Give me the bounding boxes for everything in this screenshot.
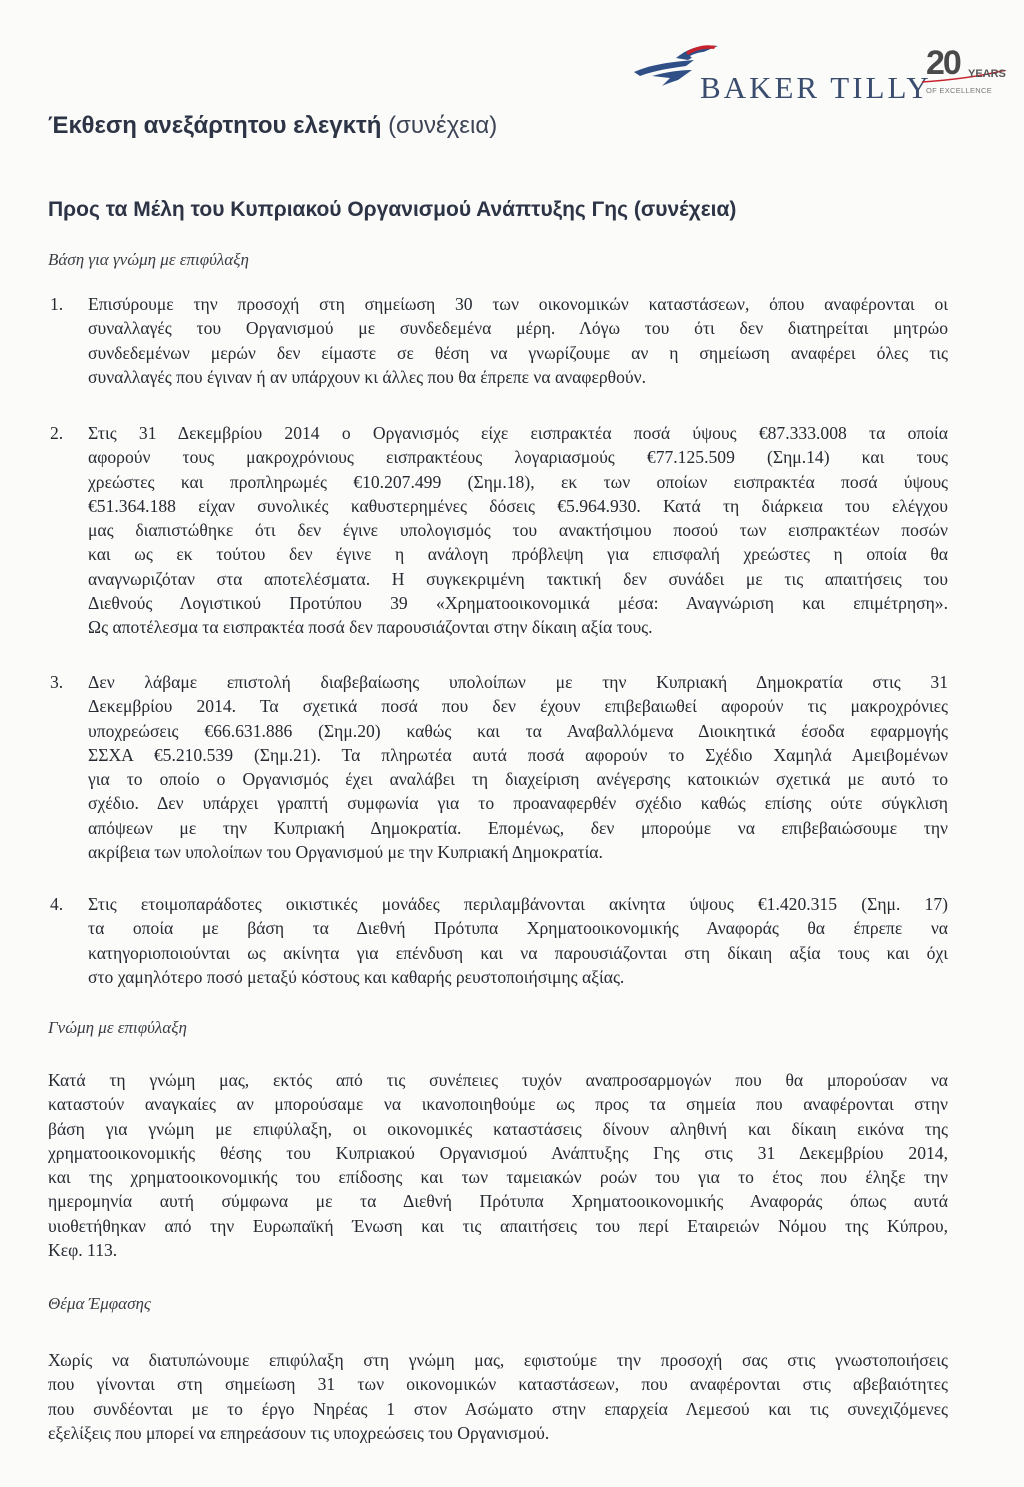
basis-item-4 xyxy=(88,892,948,989)
text-line: υιοθετήθηκαν από την Ευρωπαϊκή Ένωση και τις απαιτήσεις του περί Εταιρειών Νόμου της Κύπρου, xyxy=(48,1215,948,1236)
text-line: Επισύρουμε την προσοχή στη σημείωση 30 των οικονομικών καταστάσεων, όπου αναφέρονται οι xyxy=(88,294,948,314)
item-1-number: 1. xyxy=(50,294,64,314)
text-line: εξελίξεις που μπορεί να επηρεάσουν τις υποχρεώσεις του Οργανισμού. xyxy=(48,1422,550,1443)
basis-item-1 xyxy=(88,292,948,389)
text-line: χρηματοοικονομικής θέσης του Κυπριακού Οργανισμού Ανάπτυξης Γης στις 31 Δεκεμβρίου 2014, xyxy=(48,1142,948,1163)
text-line: Δεν λάβαμε επιστολή διαβεβαίωσης υπολοίπων με την Κυπριακή Δημοκρατία στις 31 xyxy=(88,672,948,692)
text-line: βάση για γνώμη με επιφύλαξη, οι οικονομικές καταστάσεις δίνουν αληθινή και δίκαιη εικόνα της xyxy=(48,1118,948,1139)
title-bold: Έκθεση ανεξάρτητου ελεγκτή xyxy=(48,112,382,139)
text-line: Στις 31 Δεκεμβρίου 2014 ο Οργανισμός είχε εισπρακτέα ποσά ύψους €87.333.008 τα οποία xyxy=(88,423,948,443)
text-line: συνδεδεμένων μερών δεν είμαστε σε θέση να γνωρίζουμε αν η σημείωση αναφέρει όλες τις xyxy=(88,342,948,363)
text-line: Διεθνούς Λογιστικού Προτύπου 39 «Χρηματοοικονομικά μέσα: Αναγνώριση και επιμέτρηση». xyxy=(88,593,948,614)
text-line: ημερομηνία αυτή σύμφωνα με τα Διεθνή Πρότυπα Χρηματοοικονομικής Αναφοράς όπως αυτά xyxy=(48,1191,948,1212)
text-line: αναγνωριζόταν στα αποτελέσματα. Η συγκεκριμένη τακτική δεν συνάδει με τις απαιτήσεις του xyxy=(88,568,948,589)
text-line: συναλλαγές που έγιναν ή αν υπάρχουν κι άλλες που θα έπρεπε να αναφερθούν. xyxy=(88,366,646,387)
text-line: και ως εκ τούτου δεν έγινε η ανάλογη πρόβλεψη για επισφαλή χρεώστες η οποία θα xyxy=(88,544,948,565)
text-line: χρεώστες και προπληρωμές €10.207.499 (Σημ.18), εκ των οποίων εισπρακτέα ποσά ύψους xyxy=(88,471,948,492)
item-3-number: 3. xyxy=(50,672,64,692)
basis-item-3 xyxy=(88,670,948,864)
badge-number: 20 xyxy=(926,44,960,82)
basis-heading: Βάση για γνώμη με επιφύλαξη xyxy=(48,250,249,269)
text-line: απόψεων με την Κυπριακή Δημοκρατία. Επομένως, δεν μπορούμε να επιβεβαιώσουμε την xyxy=(88,817,948,838)
text-line: που συνδέονται με το έργο Νηρέας 1 στον Ασώματο στην επαρχεία Λεμεσού και τις συνεχιζόμενες xyxy=(48,1398,948,1419)
title-continued: (συνέχεια) xyxy=(388,112,498,139)
text-line: που γίνονται στη σημείωση 31 των οικονομικών καταστάσεων, που αναφέρονται στις αβεβαιότητες xyxy=(48,1374,948,1395)
item-2-number: 2. xyxy=(50,423,64,443)
text-line: σχέδιο. Δεν υπάρχει γραπτή συμφωνία για το προαναφερθέν σχέδιο καθώς επίσης ούτε σύγκλιση xyxy=(88,793,948,814)
badge-tagline: OF EXCELLENCE xyxy=(926,86,993,95)
text-line: στο χαμηλότερο ποσό μεταξύ κόστους και καθαρής ρευστοποιήσιμης αξίας. xyxy=(88,966,625,987)
anniversary-badge xyxy=(922,44,1012,100)
opinion-paragraph xyxy=(48,1068,948,1262)
emphasis-paragraph xyxy=(48,1348,948,1445)
page-subtitle: Προς τα Μέλη του Κυπριακού Οργανισμού Ανάπτυξης Γης (συνέχεια) xyxy=(48,198,737,221)
text-line: τα οποία με βάση τα Διεθνή Πρότυπα Χρηματοοικονομικής Αναφοράς θα έπρεπε να xyxy=(88,918,948,939)
emphasis-heading: Θέμα Έμφασης xyxy=(48,1294,151,1313)
text-line: υποχρεώσεις €66.631.886 (Σημ.20) καθώς και τα Αναβαλλόμενα Διοικητικά έσοδα εφαρμογής xyxy=(88,720,948,741)
text-line: και της χρηματοοικονομικής του επίδοσης και των ταμειακών ροών του για το έτος που έληξε την xyxy=(48,1167,948,1188)
text-line: αφορούν τους μακροχρόνιους εισπρακτέους λογαριασμούς €77.125.509 (Σημ.14) και τους xyxy=(88,447,948,468)
text-line: Στις ετοιμοπαράδοτες οικιστικές μονάδες περιλαμβάνονται ακίνητα ύψους €1.420.315 (Σημ. 17) xyxy=(88,894,948,914)
text-line: μας διαπιστώθηκε ότι δεν έγινε υπολογισμός του ανακτήσιμου ποσού των εισπρακτέων ποσών xyxy=(88,520,948,541)
text-line: συναλλαγές του Οργανισμού με συνδεδεμένα μέρη. Λόγω του ότι δεν διατηρείται μητρώο xyxy=(88,318,948,339)
basis-item-2 xyxy=(88,421,948,640)
text-line: Χωρίς να διατυπώνουμε επιφύλαξη στη γνώμη μας, εφιστούμε την προσοχή σας στις γνωστοποιήσεις xyxy=(48,1350,948,1370)
page-title xyxy=(48,112,497,140)
text-line: ΣΣΧΑ €5.210.539 (Σημ.21). Τα πληρωτέα αυτά ποσά αφορούν το Σχέδιο Χαμηλά Αμειβομένων xyxy=(88,744,948,765)
text-line: ακρίβεια των υπολοίπων του Οργανισμού με την Κυπριακή Δημοκρατία. xyxy=(88,842,603,863)
opinion-heading: Γνώμη με επιφύλαξη xyxy=(48,1018,187,1037)
text-line: κατηγοριοποιούνται ως ακίνητα για επένδυση και να παρουσιάζονται στη δίκαιη αξία τους και όχι xyxy=(88,942,948,963)
text-line: €51.364.188 είχαν συνολικές καθυστερημένες δόσεις €5.964.930. Κατά τη διάρκεια του ελέγχου xyxy=(88,495,948,516)
text-line: Ως αποτέλεσμα τα εισπρακτέα ποσά δεν παρουσιάζονται στην δίκαιη αξία τους. xyxy=(88,617,653,638)
brand-name: BAKER TILLY xyxy=(700,70,932,105)
item-4-number: 4. xyxy=(50,894,64,914)
text-line: Δεκεμβρίου 2014. Τα σχετικά ποσά που δεν έχουν επιβεβαιωθεί αφορούν τις μακροχρόνιες xyxy=(88,696,948,717)
text-line: για το οποίο ο Οργανισμός έχει αναλάβει τη διαχείριση ανέγερσης κατοικιών σχετικά με αυτό το xyxy=(88,769,948,790)
text-line: Κατά τη γνώμη μας, εκτός από τις συνέπειες τυχόν αναπροσαρμογών που θα μπορούσαν να xyxy=(48,1070,948,1090)
text-line: καταστούν αναγκαίες αν μπορούσαμε να ικανοποιηθούμε ως προς τα σημεία που αναφέρονται στην xyxy=(48,1094,948,1115)
badge-years: YEARS xyxy=(968,68,1006,80)
text-line: Κεφ. 113. xyxy=(48,1240,118,1261)
baker-tilly-logo xyxy=(632,42,1012,105)
